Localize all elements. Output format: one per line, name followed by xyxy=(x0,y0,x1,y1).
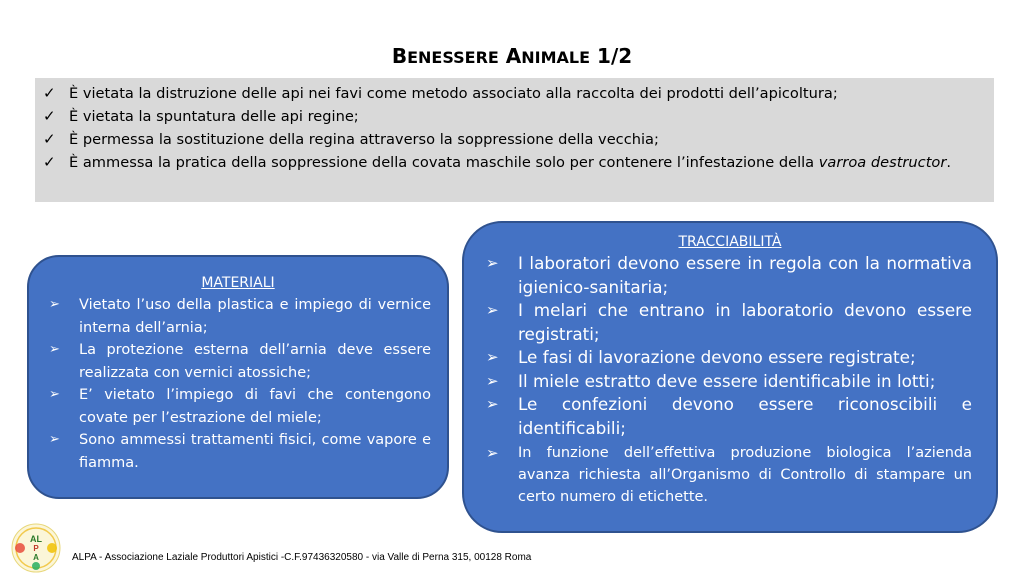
rule-item: ✓ È vietata la distruzione delle api nei favi come metodo associato alla raccolta dei prodotti dell’apicoltura; xyxy=(43,82,994,105)
rule-item: ✓ È permessa la sostituzione della regina attraverso la soppressione della vecchia; xyxy=(43,128,994,151)
title-initial-1: B xyxy=(391,44,408,68)
arrow-bullet-icon: ➢ xyxy=(486,254,499,272)
materiali-panel xyxy=(27,255,449,499)
list-item: ➢ E’ vietato l’impiego di favi che contengono covate per l’estrazione del miele; xyxy=(49,384,431,429)
arrow-bullet-icon: ➢ xyxy=(49,297,60,312)
materiali-heading: MATERIALI xyxy=(201,275,275,291)
checkmark-icon: ✓ xyxy=(43,107,56,125)
arrow-bullet-icon: ➢ xyxy=(486,301,499,319)
italic-term: varroa destructor xyxy=(818,154,947,171)
general-rules-box xyxy=(35,78,994,202)
slide-title xyxy=(0,44,1024,68)
logo-letters-top: AL xyxy=(30,534,42,544)
arrow-bullet-icon: ➢ xyxy=(486,395,499,413)
tracciabilita-panel xyxy=(462,221,998,533)
arrow-bullet-icon: ➢ xyxy=(486,444,499,462)
list-item: ➢ Sono ammessi trattamenti fisici, come vapore e fiamma. xyxy=(49,429,431,474)
list-item: ➢ Le confezioni devono essere riconoscibili e identificabili; xyxy=(486,394,972,438)
tracciabilita-heading: TRACCIABILITÀ xyxy=(678,234,782,250)
tracciabilita-list xyxy=(464,250,996,508)
list-item: ➢ Vietato l’uso della plastica e impiego di vernice interna dell’arnia; xyxy=(49,294,431,339)
arrow-bullet-icon: ➢ xyxy=(49,342,60,357)
materiali-list xyxy=(29,291,447,474)
checkmark-icon: ✓ xyxy=(43,153,56,171)
arrow-bullet-icon: ➢ xyxy=(49,432,60,447)
rule-item: ✓ È vietata la spuntatura delle api regine; xyxy=(43,105,994,128)
list-item: ➢ In funzione dell’effettiva produzione biologica l’azienda avanza richiesta all’Organismo di Controllo di stampare un certo numero di etichette. xyxy=(486,444,972,505)
rule-item: ✓ È ammessa la pratica della soppressione della covata maschile solo per contenere l’infestazione della varroa destructor. xyxy=(43,151,994,174)
title-suffix: 1/2 xyxy=(597,44,633,68)
title-initial-2: A xyxy=(505,44,522,68)
list-item: ➢ La protezione esterna dell’arnia deve essere realizzata con vernici atossiche; xyxy=(49,339,431,384)
checkmark-icon: ✓ xyxy=(43,84,56,102)
list-item: ➢ I laboratori devono essere in regola con la normativa igienico-sanitaria; xyxy=(486,253,972,297)
alpa-logo xyxy=(10,522,62,574)
general-rules-list xyxy=(35,78,994,174)
logo-letter-bottom: A xyxy=(33,553,39,562)
arrow-bullet-icon: ➢ xyxy=(486,348,499,366)
title-rest-2: NIMALE xyxy=(521,48,591,67)
checkmark-icon: ✓ xyxy=(43,130,56,148)
list-item: ➢ Le fasi di lavorazione devono essere registrate; xyxy=(486,346,972,370)
list-item: ➢ Il miele estratto deve essere identificabile in lotti; xyxy=(486,370,972,394)
arrow-bullet-icon: ➢ xyxy=(49,387,60,402)
title-rest-1: ENESSERE xyxy=(407,48,499,67)
logo-letter-middle: P xyxy=(33,544,39,553)
arrow-bullet-icon: ➢ xyxy=(486,371,499,390)
list-item: ➢ I melari che entrano in laboratorio devono essere registrati; xyxy=(486,300,972,344)
footer-text: ALPA - Associazione Laziale Produttori Apistici -C.F.97436320580 - via Valle di Perna 315, 00128 Roma xyxy=(72,552,532,563)
